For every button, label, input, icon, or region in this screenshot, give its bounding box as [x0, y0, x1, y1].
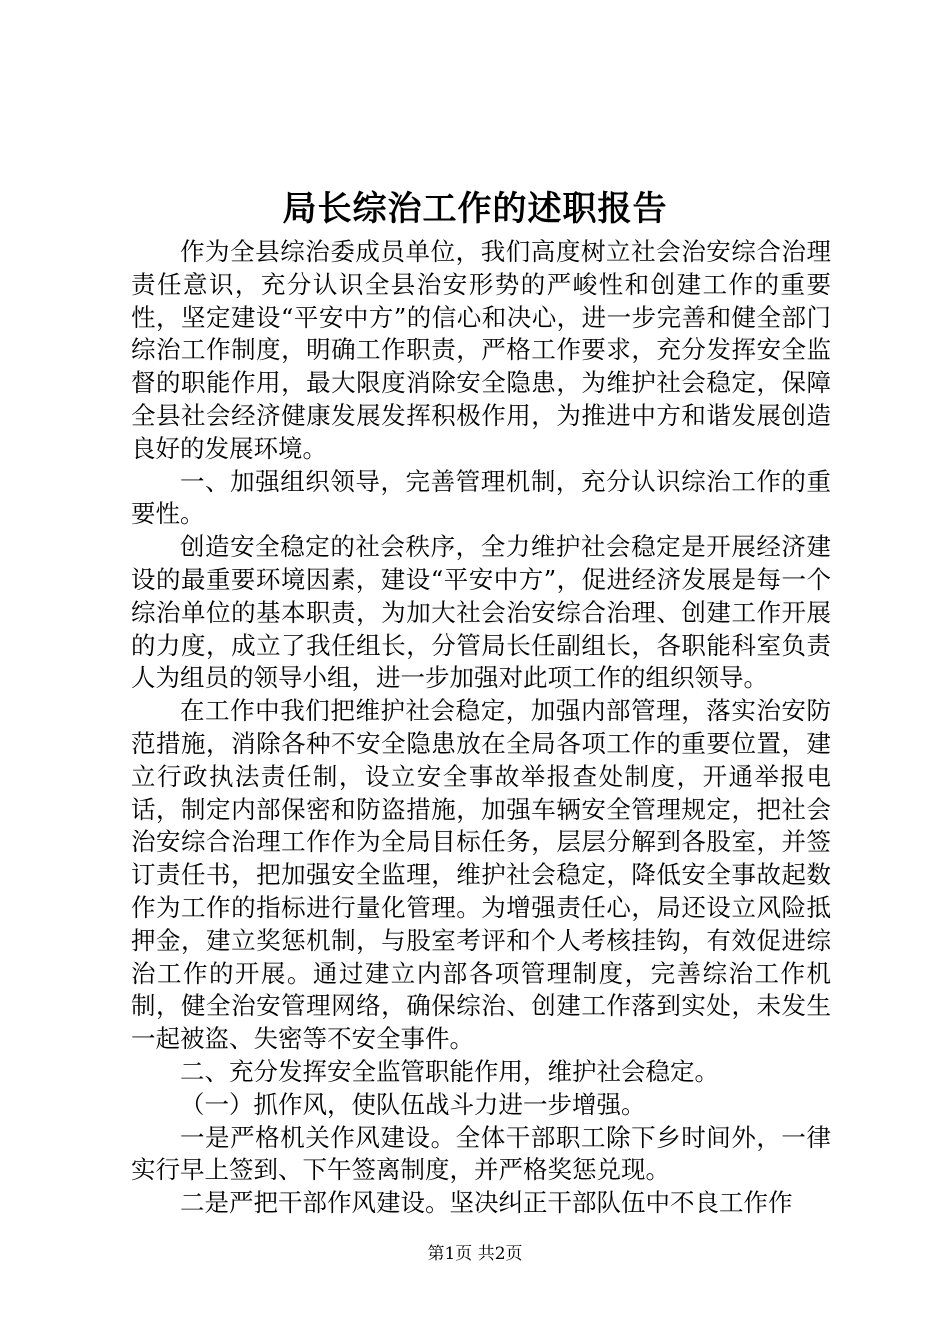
section-heading-2: 二、充分发挥安全监管职能作用，维护社会稳定。: [180, 1056, 719, 1086]
page-number-footer: 第1页 共2页: [427, 1244, 523, 1264]
paragraph-item-1: 一是严格机关作风建设。全体干部职工除下乡时间外，一律实行早上签到、下午签离制度，并严格奖惩兑现。: [131, 1122, 831, 1185]
document-body: [131, 236, 831, 1220]
subsection-heading-1: （一）抓作风，使队伍战斗力进一步增强。: [180, 1089, 646, 1119]
paragraph-organization: 创造安全稳定的社会秩序，全力维护社会稳定是开展经济建设的最重要环境因素，建设“平安中方”，促进经济发展是每一个综治单位的基本职责，为加大社会治安综合治理、创建工作开展的力度，成立了我任组长，分管局长任副组长，各职能科室负责人为组员的领导小组，进一步加强对此项工作的组织领导。: [131, 532, 831, 693]
paragraph-item-2: 二是严把干部作风建设。坚决纠正干部队伍中不良工作作: [180, 1188, 793, 1218]
paragraph-management: 在工作中我们把维护社会稳定，加强内部管理，落实治安防范措施，消除各种不安全隐患放在全局各项工作的重要位置，建立行政执法责任制，设立安全事故举报查处制度，开通举报电话，制定内部保密和防盗措施，加强车辆安全管理规定，把社会治安综合治理工作作为全局目标任务，层层分解到各股室，并签订责任书，把加强安全监理，维护社会稳定，降低安全事故起数作为工作的指标进行量化管理。为增强责任心，局还设立风险抵押金，建立奖惩机制，与股室考评和个人考核挂钩，有效促进综治工作的开展。通过建立内部各项管理制度，完善综治工作机制，健全治安管理网络，确保综治、创建工作落到实处，未发生一起被盗、失密等不安全事件。: [131, 696, 831, 1054]
section-heading-1: 一、加强组织领导，完善管理机制，充分认识综治工作的重要性。: [131, 466, 831, 529]
document-title: 局长综治工作的述职报告: [282, 189, 668, 229]
paragraph-intro: 作为全县综治委成员单位，我们高度树立社会治安综合治理责任意识，充分认识全县治安形势的严峻性和创建工作的重要性，坚定建设“平安中方”的信心和决心，进一步完善和健全部门综治工作制度，明确工作职责，严格工作要求，充分发挥安全监督的职能作用，最大限度消除安全隐患，为维护社会稳定，保障全县社会经济健康发展发挥积极作用，为推进中方和谐发展创造良好的发展环境。: [131, 237, 831, 463]
